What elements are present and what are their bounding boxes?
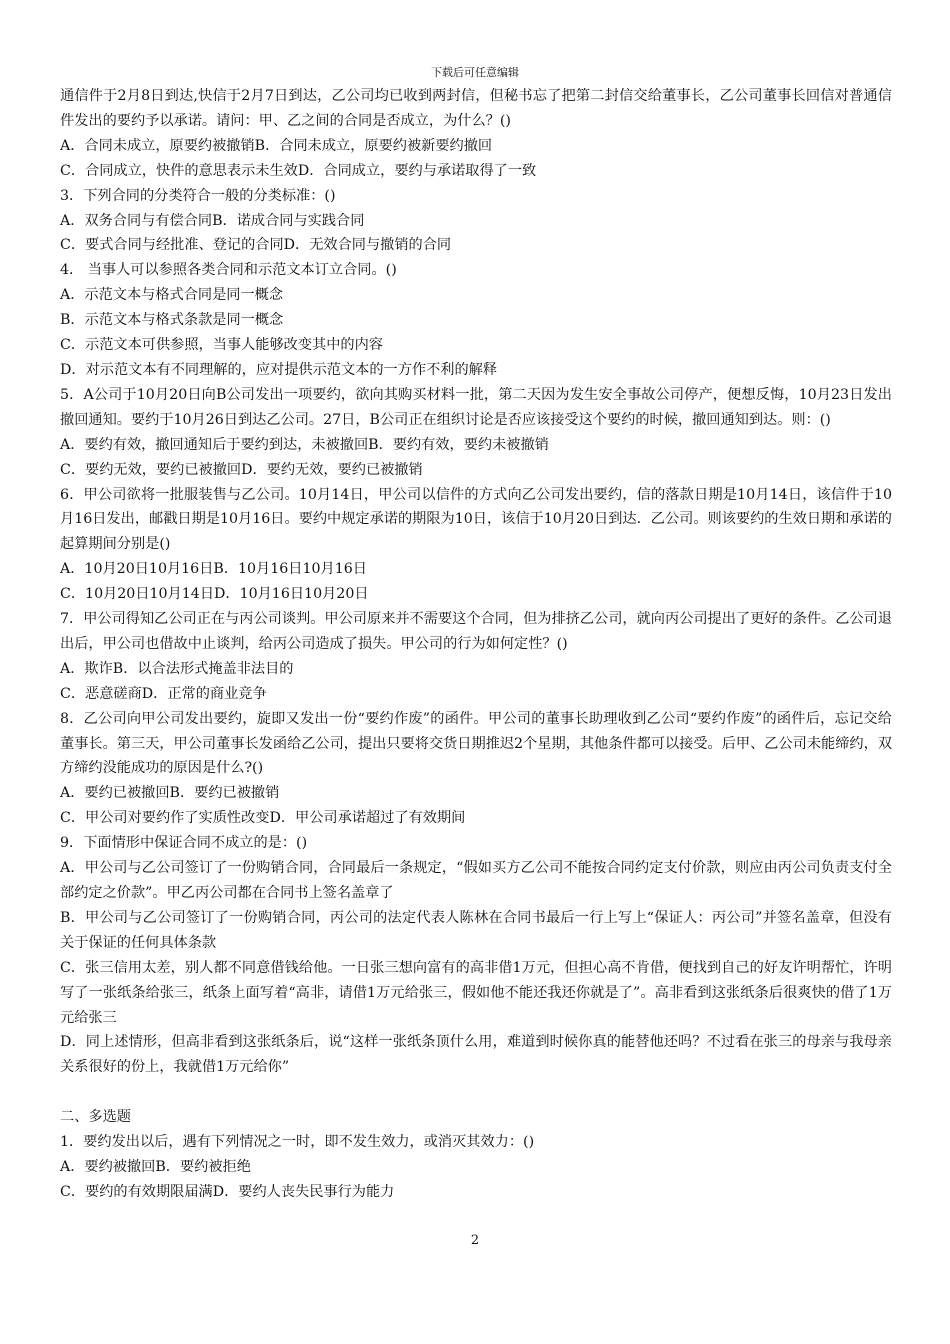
page-number: 2 <box>470 1233 480 1248</box>
document-paragraph: C．甲公司对要约作了实质性改变D．甲公司承诺超过了有效期间 <box>60 810 466 827</box>
document-paragraph: D．同上述情形，但高非看到这张纸条后，说“这样一张纸条顶什么用，难道到时候你真的能替他还吗？不过看在张三的母亲与我母亲关系很好的份上，我就借1万元给你” <box>60 1034 892 1076</box>
document-paragraph: A．10月20日10月16日B．10月16日10月16日 <box>60 561 367 578</box>
document-paragraph: 5．A公司于10月20日向B公司发出一项要约，欲向其购买材料一批，第二天因为发生安全事故公司停产，便想反悔，10月23日发出撤回通知。要约于10月26日到达乙公司。27日，B公司正在组织讨论是否应该接受这个要约的时候，撤回通知到达。则：() <box>60 386 892 428</box>
document-paragraph: A．甲公司与乙公司签订了一份购销合同，合同最后一条规定，“假如买方乙公司不能按合同约定支付价款，则应由丙公司负责支付全部约定之价款”。甲乙丙公司都在合同书上签名盖章了 <box>60 860 892 901</box>
document-paragraph: 9．下面情形中保证合同不成立的是：() <box>60 835 308 852</box>
document-paragraph: 6．甲公司欲将一批服装售与乙公司。10月14日，甲公司以信件的方式向乙公司发出要约，信的落款日期是10月14日，该信件于10月16日发出，邮戳日期是10月16日。要约中规定承诺的期限为10日，该信于10月20日到达．乙公司。则该要约的生效日期和承诺的起算期间分别是() <box>60 486 892 553</box>
document-paragraph: A．欺诈B．以合法形式掩盖非法目的 <box>60 660 294 677</box>
document-body <box>60 84 892 1205</box>
document-paragraph: A．要约被撤回B．要约被拒绝 <box>60 1158 251 1175</box>
document-paragraph: C．要约的有效期限届满D．要约人丧失民事行为能力 <box>60 1183 395 1200</box>
document-paragraph: C．要约无效，要约已被撤回D．要约无效，要约已被撤销 <box>60 461 423 478</box>
document-paragraph: 8．乙公司向甲公司发出要约，旋即又发出一份“要约作废”的函件。甲公司的董事长助理收到乙公司“要约作废”的函件后，忘记交给董事长。第三天，甲公司董事长发函给乙公司，提出只要将交货日期推迟2个星期，其他条件都可以接受。后甲、乙公司未能缔约，双方缔约没能成功的原因是什么?() <box>60 710 892 777</box>
document-paragraph: A．要约已被撤回B．要约已被撤销 <box>60 785 280 802</box>
document-paragraph: B．示范文本与格式条款是同一概念 <box>60 312 284 329</box>
document-paragraph: 二、多选题 <box>60 1109 131 1126</box>
document-paragraph: A．合同未成立，原要约被撤销B．合同未成立，原要约被新要约撤回 <box>60 137 493 154</box>
document-paragraph: C．要式合同与经批准、登记的合同D．无效合同与撤销的合同 <box>60 237 452 254</box>
blank-line <box>60 1080 892 1105</box>
document-paragraph: C．张三信用太差，别人都不同意借钱给他。一日张三想向富有的高非借1万元，但担心高不肯借，便找到自己的好友许明帮忙，许明写了一张纸条给张三，纸条上面写着“高非，请借1万元给张三，假如他不能还我还你就是了”。高非看到这张纸条后很爽快的借了1万元给张三 <box>60 959 892 1026</box>
document-paragraph: 3．下列合同的分类符合一般的分类标准：() <box>60 187 336 204</box>
document-paragraph: 1．要约发出以后，遇有下列情况之一时，即不发生效力，或消灭其效力：() <box>60 1134 535 1151</box>
document-paragraph: A．示范文本与格式合同是同一概念 <box>60 287 284 304</box>
document-paragraph: C．示范文本可供参照，当事人能够改变其中的内容 <box>60 337 383 354</box>
document-paragraph: C．10月20日10月14日D．10月16日10月20日 <box>60 586 369 603</box>
document-paragraph: A．要约有效，撤回通知后于要约到达，未被撤回B．要约有效，要约未被撤销 <box>60 436 549 453</box>
document-paragraph: A．双务合同与有偿合同B．诺成合同与实践合同 <box>60 212 365 229</box>
document-paragraph: 4． 当事人可以参照各类合同和示范文本订立合同。() <box>60 262 397 279</box>
document-paragraph: B．甲公司与乙公司签订了一份购销合同，丙公司的法定代表人陈林在合同书最后一行上写上“保证人：丙公司”并签名盖章，但没有关于保证的任何具体条款 <box>60 909 892 951</box>
document-paragraph: D．对示范文本有不同理解的，应对提供示范文本的一方作不利的解释 <box>60 361 498 378</box>
page-header: 下载后可任意编辑 <box>431 66 519 79</box>
document-paragraph: 7．甲公司得知乙公司正在与丙公司谈判。甲公司原来并不需要这个合同，但为排挤乙公司，就向丙公司提出了更好的条件。乙公司退出后，甲公司也借故中止谈判，给丙公司造成了损失。甲公司的行为如何定性？() <box>60 611 892 652</box>
document-paragraph: 通信件于2月8日到达,快信于2月7日到达，乙公司均已收到两封信，但秘书忘了把第二封信交给董事长，乙公司董事长回信对普通信件发出的要约予以承诺。请问：甲、乙之间的合同是否成立，为什么？() <box>60 88 892 129</box>
document-paragraph: C．恶意磋商D．正常的商业竞争 <box>60 685 267 702</box>
document-paragraph: C．合同成立，快件的意思表示未生效D．合同成立，要约与承诺取得了一致 <box>60 162 537 179</box>
